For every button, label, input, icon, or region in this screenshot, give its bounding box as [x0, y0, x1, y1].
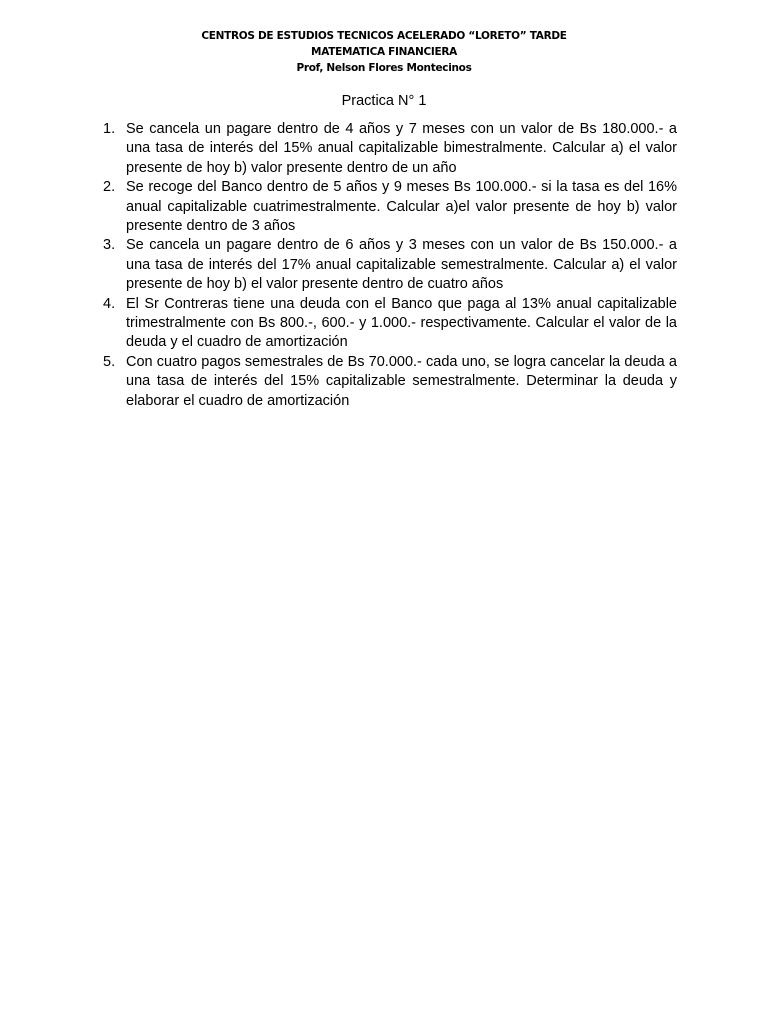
practice-title: Practica N° 1 [341, 93, 427, 109]
professor-name: Prof, Nelson Flores Montecinos [296, 62, 472, 74]
course-name: MATEMATICA FINANCIERA [311, 46, 457, 58]
problem-number: 5. [103, 353, 116, 370]
problem-number: 2. [103, 179, 116, 196]
problem-item [91, 120, 677, 178]
problem-list [91, 120, 677, 411]
problem-text: Se cancela un pagare dentro de 6 años y 3 meses con un valor de Bs 150.000.- a una tasa de interés del 17% anual capitalizable semestralmente. Calcular a) el valor presente de hoy b) el valor presente dentro de cuatro años [126, 237, 677, 293]
problem-item [91, 353, 677, 411]
problem-number: 4. [103, 295, 116, 312]
problem-text: Se recoge del Banco dentro de 5 años y 9 meses Bs 100.000.- si la tasa es del 16% anual capitalizable cuatrimestralmente. Calcular a)el valor presente de hoy b) valor presente dentro de 3 años [126, 179, 677, 235]
problem-text: Se cancela un pagare dentro de 4 años y 7 meses con un valor de Bs 180.000.- a una tasa de interés del 15% anual capitalizable bimestralmente. Calcular a) el valor presente de hoy b) valor presente dentro de un año [126, 121, 677, 176]
problem-text: El Sr Contreras tiene una deuda con el Banco que paga al 13% anual capitalizable trimestralmente con Bs 800.-, 600.- y 1.000.- respectivamente. Calcular el valor de la deuda y el cuadro de amortización [126, 295, 677, 351]
problem-number: 1. [103, 121, 116, 137]
problem-number: 3. [103, 237, 116, 254]
problem-item [91, 236, 677, 294]
problem-item [91, 295, 677, 353]
problem-text: Con cuatro pagos semestrales de Bs 70.000.- cada uno, se logra cancelar la deuda a una tasa de interés del 15% capitalizable semestralmente. Determinar la deuda y elaborar el cuadro de amortización [126, 353, 677, 409]
problem-item [91, 178, 677, 236]
institution-name: CENTROS DE ESTUDIOS TECNICOS ACELERADO “LORETO” TARDE [201, 30, 567, 42]
document-header [0, 28, 768, 76]
